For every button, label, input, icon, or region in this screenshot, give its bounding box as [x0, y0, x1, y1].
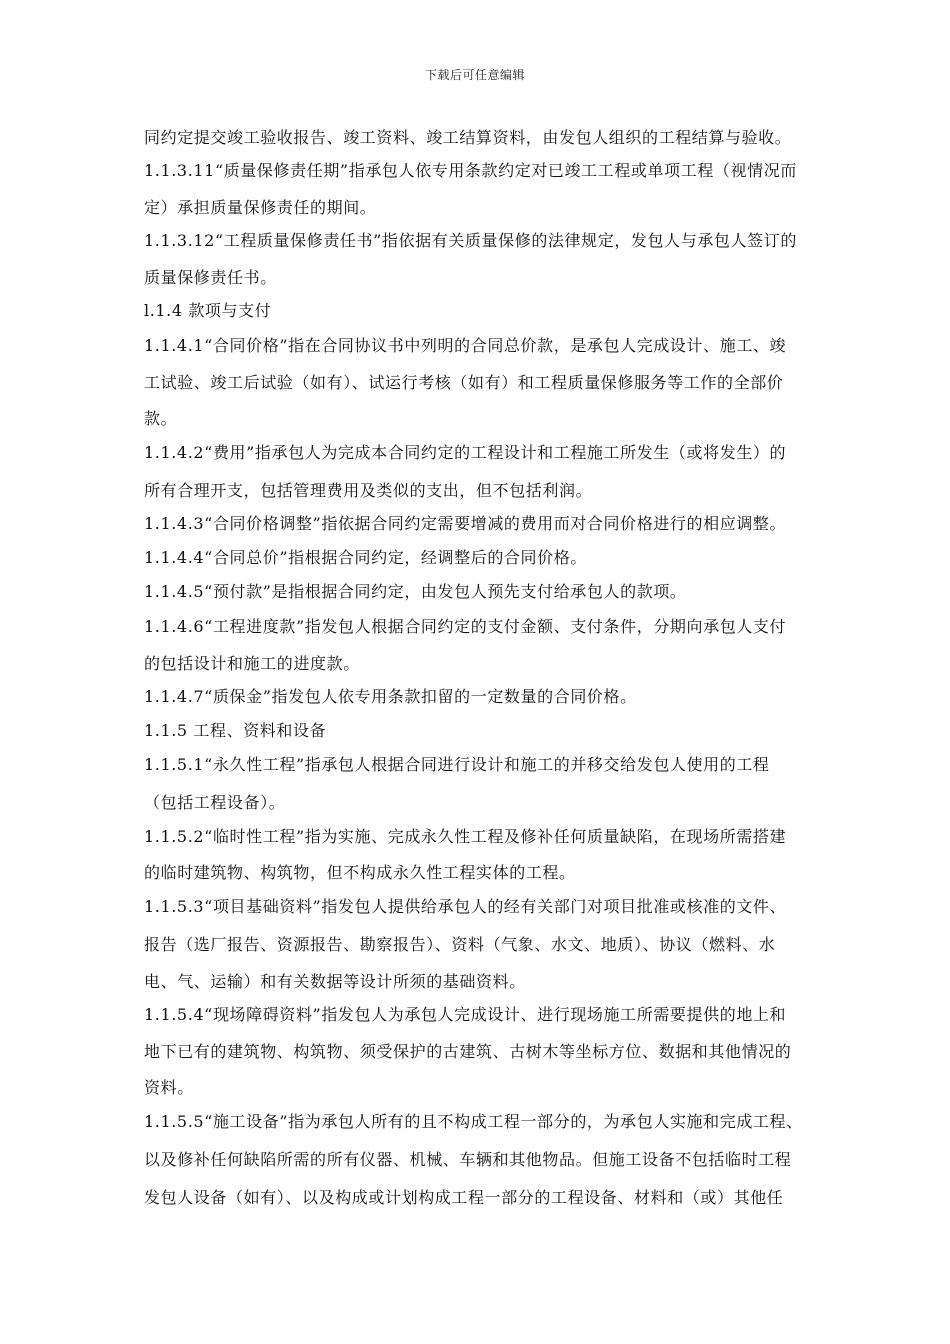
text-line: 定）承担质量保修责任的期间。	[144, 198, 377, 217]
text-line: 资料。	[144, 1078, 194, 1097]
text-line: 1.1.4.2“费用”指承包人为完成本合同约定的工程设计和工程施工所发生（或将发生）的	[144, 443, 787, 462]
text-line: 1.1.4.3“合同价格调整”指依据合同约定需要增减的费用而对合同价格进行的相应调整。	[144, 514, 787, 533]
text-line: 1.1.5.4“现场障碍资料”指发包人为承包人完成设计、进行现场施工所需要提供的地上和	[144, 1005, 787, 1024]
text-line: 1.1.4.7“质保金”指发包人依专用条款扣留的一定数量的合同价格。	[144, 687, 637, 706]
text-line: 款。	[144, 409, 178, 428]
text-line: 1.1.4.6“工程进度款”指发包人根据合同约定的支付金额、支付条件，分期向承包人支付	[144, 617, 787, 636]
text-line: 1.1.5.1“永久性工程”指承包人根据合同进行设计和施工的并移交给发包人使用的工程	[144, 755, 770, 774]
page-header: 下载后可任意编辑	[424, 68, 525, 82]
text-line: 同约定提交竣工验收报告、竣工资料、竣工结算资料，由发包人组织的工程结算与验收。	[144, 128, 792, 147]
text-line: 的临时建筑物、构筑物，但不构成永久性工程实体的工程。	[144, 863, 576, 882]
text-line: 1.1.5.3“项目基础资料”指发包人提供给承包人的经有关部门对项目批准或核准的文件、	[144, 897, 787, 916]
text-line: 的包括设计和施工的进度款。	[144, 654, 360, 673]
text-line: 所有合理开支，包括管理费用及类似的支出，但不包括利润。	[144, 481, 593, 500]
text-line: 1.1.3.12“工程质量保修责任书”指依据有关质量保修的法律规定，发包人与承包人签订的	[144, 231, 797, 250]
text-line: 发包人设备（如有）、以及构成或计划构成工程一部分的工程设备、材料和（或）其他任	[144, 1188, 784, 1207]
text-line: 报告（选厂报告、资源报告、勘察报告）、资料（气象、水文、地质）、协议（燃料、水	[144, 935, 776, 954]
text-line: 1.1.5.2“临时性工程”指为实施、完成永久性工程及修补任何质量缺陷，在现场所需搭建	[144, 827, 787, 846]
section-heading: l.1.4 款项与支付	[144, 301, 272, 320]
text-line: 电、气、运输）和有关数据等设计所须的基础资料。	[144, 972, 526, 991]
text-line: 1.1.4.4“合同总价”指根据合同约定，经调整后的合同价格。	[144, 548, 587, 567]
text-line: 工试验、竣工后试验（如有）、试运行考核（如有）和工程质量保修服务等工作的全部价	[144, 373, 784, 392]
text-line: （包括工程设备）。	[144, 793, 286, 812]
text-line: 以及修补任何缺陷所需的所有仪器、机械、车辆和其他物品。但施工设备不包括临时工程	[144, 1150, 792, 1169]
text-line: 1.1.5.5“施工设备”指为承包人所有的且不构成工程一部分的，为承包人实施和完成工程、	[144, 1112, 803, 1131]
text-line: 1.1.4.1“合同价格”指在合同协议书中列明的合同总价款，是承包人完成设计、施工、竣	[144, 336, 787, 355]
text-line: 1.1.4.5“预付款”是指根据合同约定，由发包人预先支付给承包人的款项。	[144, 582, 687, 601]
text-line: 质量保修责任书。	[144, 268, 277, 287]
text-line: 地下已有的建筑物、构筑物、须受保护的古建筑、古树木等坐标方位、数据和其他情况的	[144, 1042, 792, 1061]
section-heading: 1.1.5 工程、资料和设备	[144, 721, 327, 740]
text-line: 1.1.3.11“质量保修责任期”指承包人依专用条款约定对已竣工工程或单项工程（视情况而	[144, 161, 797, 180]
